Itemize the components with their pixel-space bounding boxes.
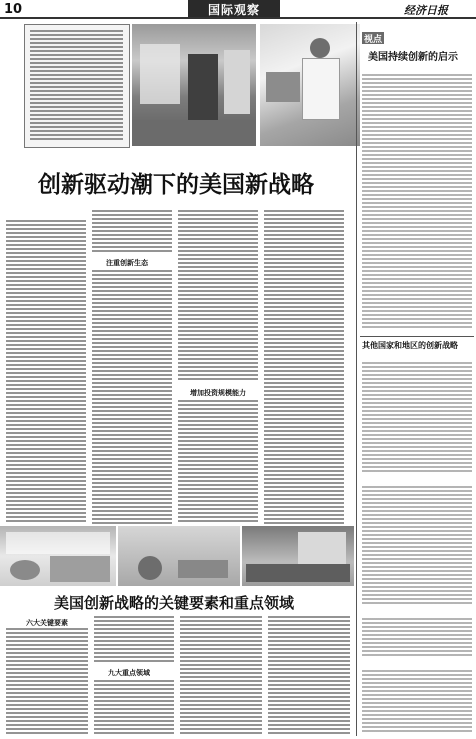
commentary-tag-label: 视点 [364,35,383,45]
bottom-subhead-b: 九大重点领域 [108,669,150,677]
page-number: 10 [4,2,23,17]
intro-text [30,30,123,142]
masthead: 经济日报 [404,4,448,17]
subhead-b: 注重创新生态 [106,259,148,267]
header-rule [0,17,476,19]
strip-photo-a [0,526,116,586]
strip-photo-c [242,526,354,586]
bottom-col-4 [268,616,350,736]
subhead-c: 增加投资规模能力 [190,389,246,397]
sidebar-block-1 [362,362,472,474]
article-col-3 [178,210,258,380]
article-col-2b [92,270,172,524]
article-col-1 [6,220,86,524]
article-col-3b [178,400,258,524]
bottom-col-1 [6,628,88,736]
main-headline: 创新驱动潮下的美国新战略 [38,172,314,198]
bottom-subhead-a: 六大关键要素 [26,619,68,627]
section-title: 国际观察 [207,3,260,17]
lab-photo [260,24,360,146]
second-headline: 美国创新战略的关键要素和重点领域 [54,594,295,612]
commentary-title: 美国持续创新的启示 [368,52,458,63]
sidebar-block-2 [362,486,472,606]
sidebar-top-rule [360,336,474,337]
sidebar-block-3 [362,618,472,658]
bottom-col-2b [94,680,174,736]
bottom-col-3 [180,616,262,736]
article-col-4 [264,210,344,524]
article-col-2 [92,210,172,254]
sidebar-title: 其他国家和地区的创新战略 [362,341,458,350]
store-photo [132,24,256,146]
bottom-col-2 [94,616,174,662]
strip-photo-b [118,526,240,586]
right-column-divider [356,22,357,736]
sidebar-block-4 [362,670,472,734]
commentary-body [362,74,472,330]
